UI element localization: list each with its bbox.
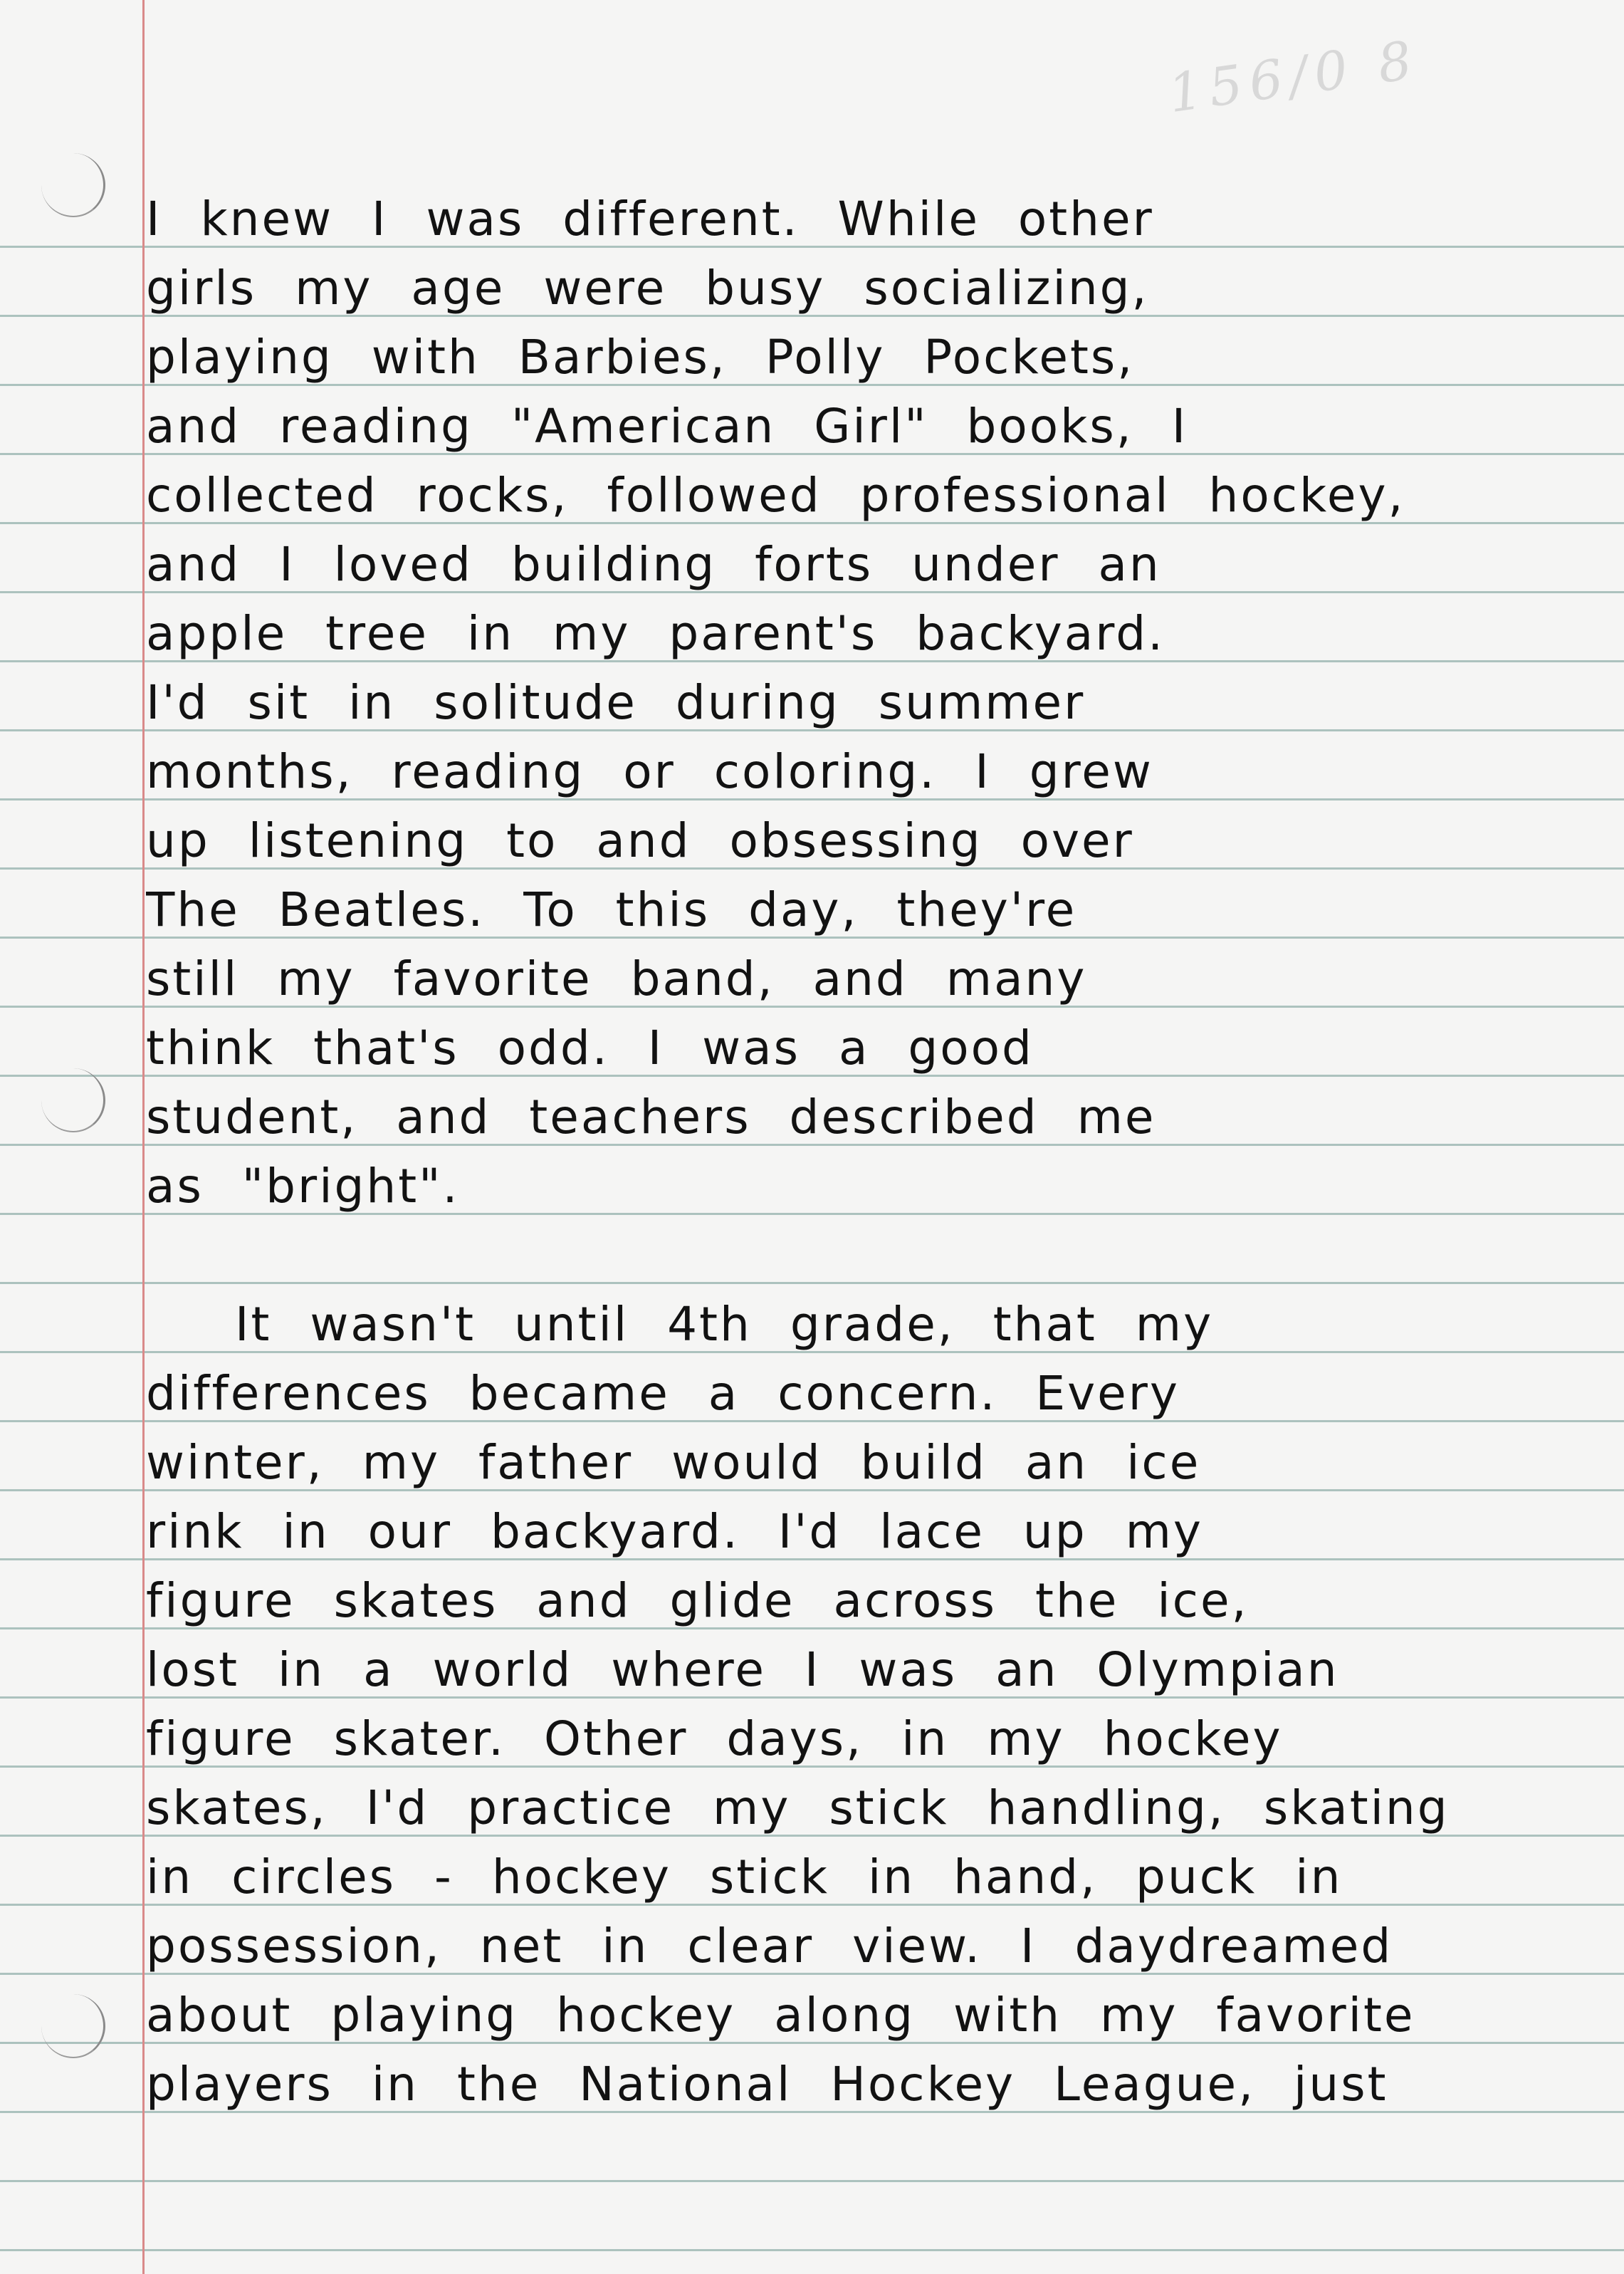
pencil-page-number: 156/0 8 — [1164, 28, 1423, 125]
essay-line: I'd sit in solitude during summer — [146, 675, 1086, 730]
essay-line: playing with Barbies, Polly Pockets, — [146, 330, 1135, 385]
essay-line: I knew I was different. While other — [146, 192, 1154, 246]
essay-line: lost in a world where I was an Olympian — [146, 1642, 1339, 1697]
essay-line: up listening to and obsessing over — [146, 813, 1134, 868]
essay-line: possession, net in clear view. I daydreamed — [146, 1919, 1393, 1973]
binder-hole-bottom — [41, 1994, 105, 2058]
essay-line: think that's odd. I was a good — [146, 1021, 1034, 1075]
essay-line: and reading "American Girl" books, I — [146, 399, 1188, 454]
essay-line: skates, I'd practice my stick handling, skating — [146, 1780, 1450, 1835]
essay-line: differences became a concern. Every — [146, 1366, 1180, 1421]
essay-line: about playing hockey along with my favorite — [146, 1988, 1415, 2043]
essay-line: girls my age were busy socializing, — [146, 261, 1149, 315]
essay-line: apple tree in my parent's backyard. — [146, 606, 1165, 661]
essay-line: The Beatles. To this day, they're — [146, 882, 1077, 937]
essay-line: still my favorite band, and many — [146, 951, 1087, 1006]
essay-line: months, reading or coloring. I grew — [146, 744, 1153, 799]
essay-line: figure skater. Other days, in my hockey — [146, 1711, 1283, 1766]
essay-line: rink in our backyard. I'd lace up my — [146, 1504, 1203, 1559]
essay-line: figure skates and glide across the ice, — [146, 1573, 1249, 1628]
essay-line: in circles - hockey stick in hand, puck in — [146, 1850, 1343, 1904]
red-margin-line — [142, 0, 145, 2274]
essay-line: collected rocks, followed professional hockey, — [146, 468, 1405, 523]
essay-line: as "bright". — [146, 1159, 460, 1214]
essay-line — [146, 1227, 1527, 1284]
essay-line-paragraph-start: It wasn't until 4th grade, that my — [235, 1297, 1214, 1352]
essay-line: players in the National Hockey League, just — [146, 2057, 1388, 2112]
ruled-line — [0, 2180, 1624, 2182]
binder-hole-middle — [41, 1068, 105, 1132]
essay-line: student, and teachers described me — [146, 1090, 1156, 1144]
essay-line: winter, my father would build an ice — [146, 1435, 1201, 1490]
binder-hole-top — [41, 153, 105, 217]
ruled-line — [0, 2249, 1624, 2251]
essay-line: and I loved building forts under an — [146, 537, 1161, 592]
